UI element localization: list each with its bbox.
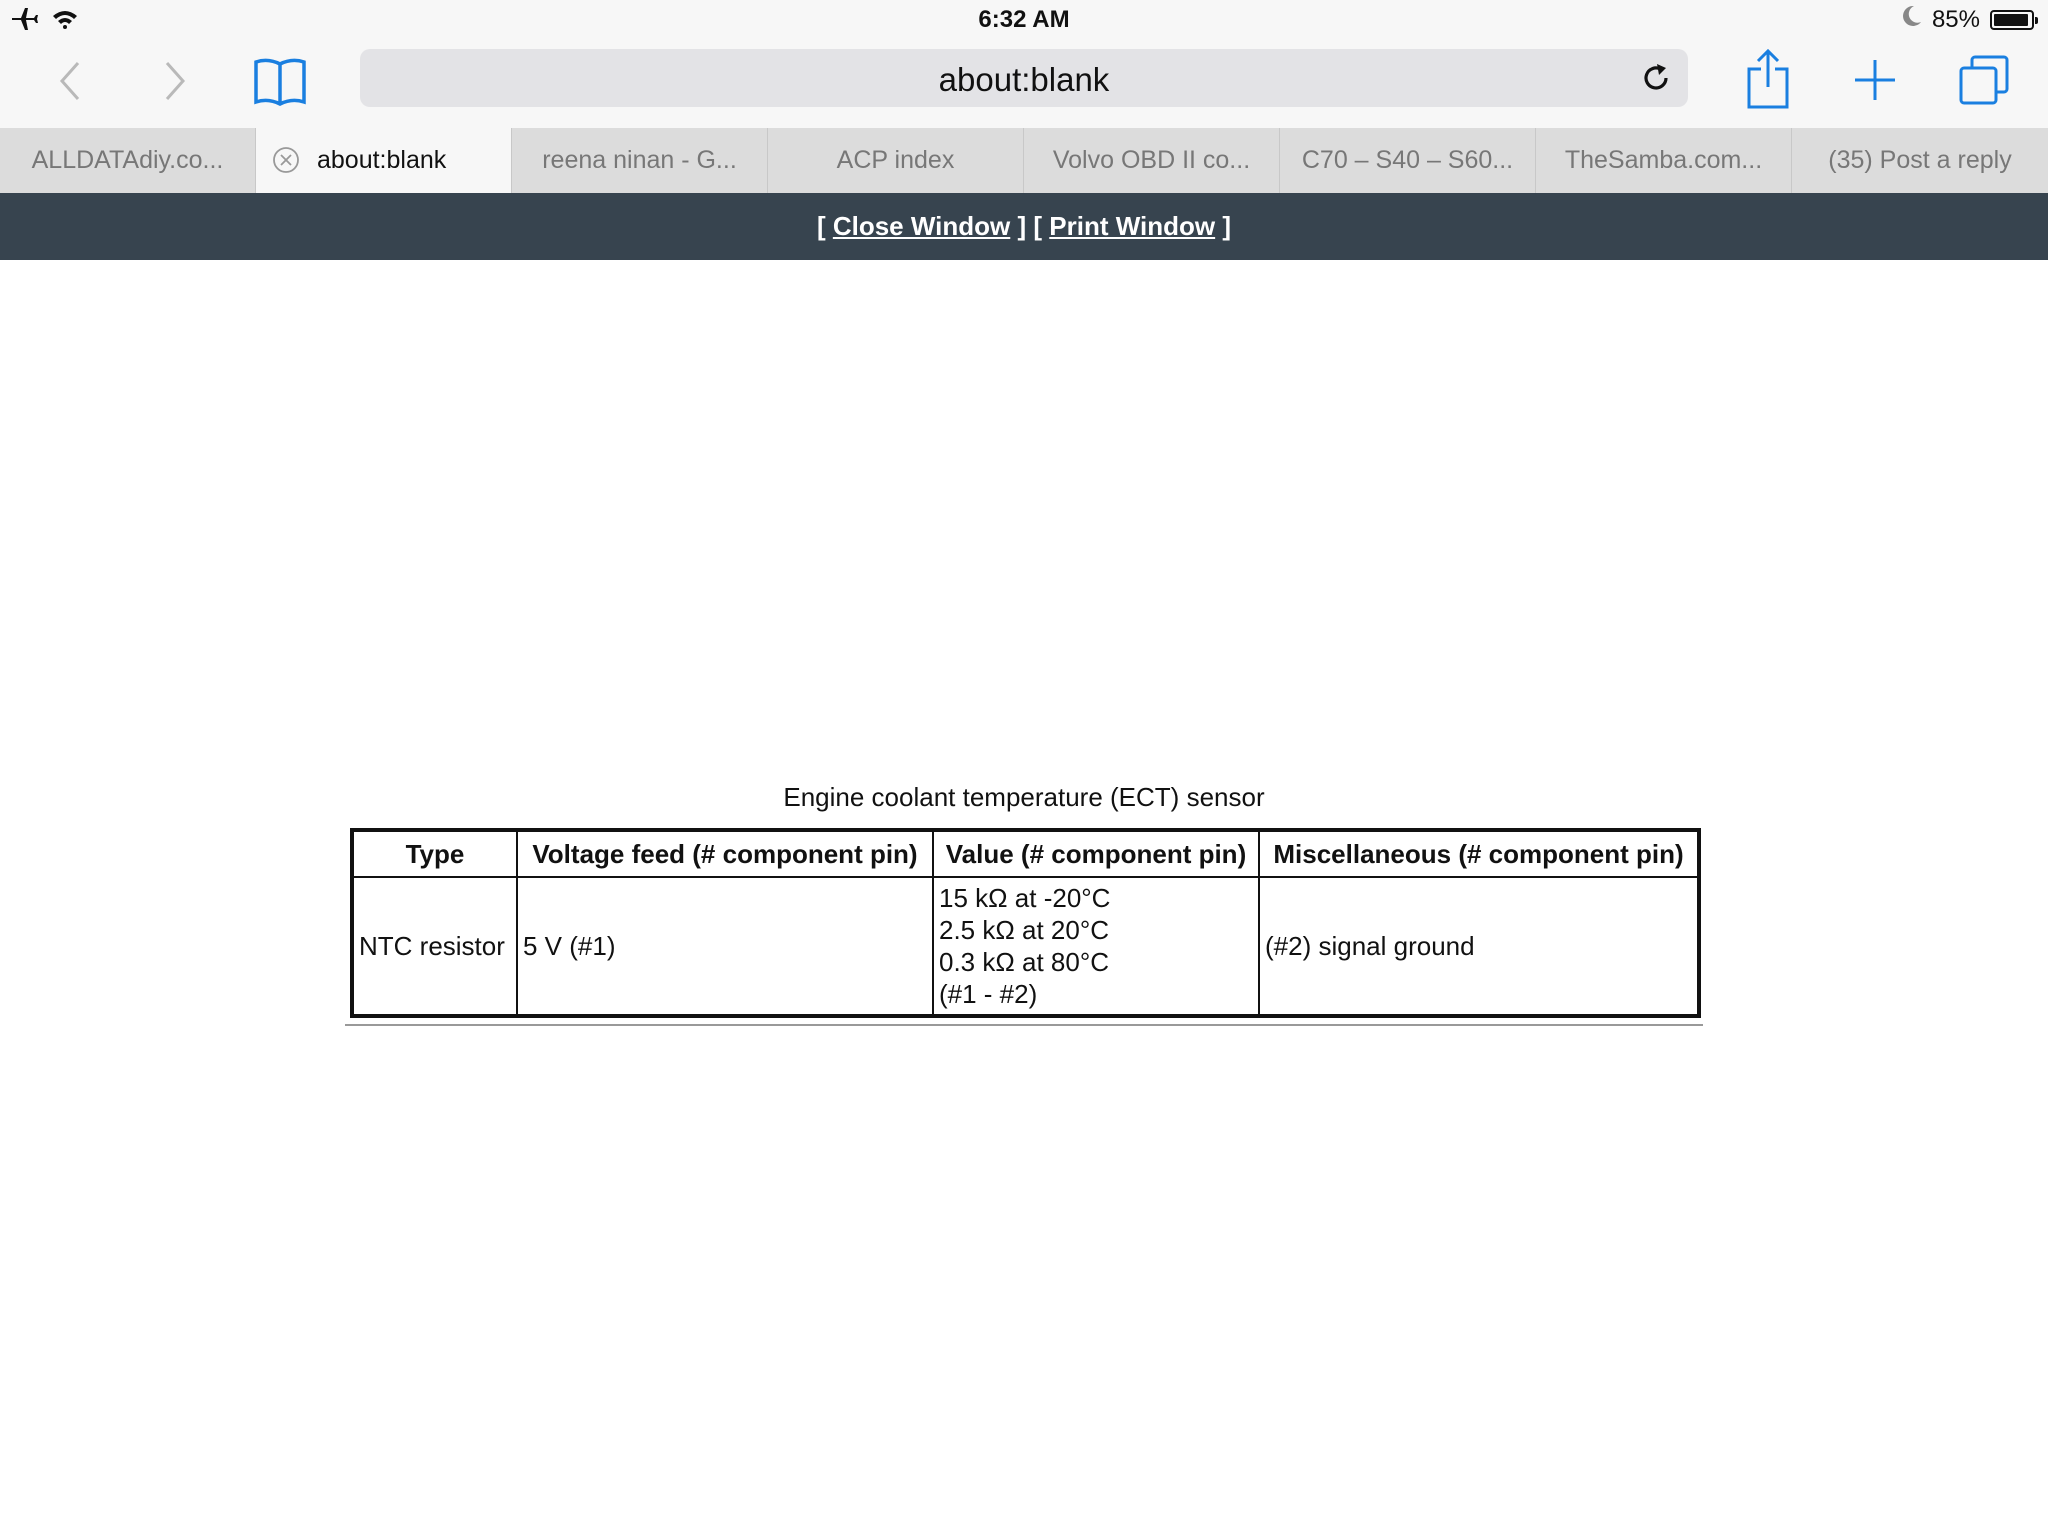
tab-post-a-reply[interactable] [1792, 128, 2048, 193]
value-line: 15 kΩ at -20°C [939, 883, 1111, 913]
tab-thesamba[interactable] [1536, 128, 1792, 193]
tab-c70-s40-s60[interactable] [1280, 128, 1536, 193]
share-icon[interactable] [1740, 46, 1796, 112]
new-tab-icon[interactable] [1850, 52, 1900, 108]
tab-label: C70 – S40 – S60... [1301, 146, 1514, 174]
bracket-text: [ [816, 211, 833, 241]
moon-icon [1902, 5, 1922, 34]
value-line: 0.3 kΩ at 80°C [939, 947, 1110, 977]
header-type: Type [352, 830, 517, 877]
bookmarks-icon[interactable] [250, 54, 310, 110]
cell-value [933, 877, 1259, 1016]
back-icon[interactable] [50, 56, 90, 106]
bracket-text: ] [1215, 211, 1232, 241]
print-window-link[interactable]: Print Window [1049, 211, 1216, 241]
header-voltage-feed: Voltage feed (# component pin) [517, 830, 933, 877]
value-line: (#1 - #2) [939, 979, 1038, 1009]
tab-volvo-obd[interactable] [1024, 128, 1280, 193]
tab-bar [0, 128, 2048, 193]
address-bar[interactable] [360, 49, 1688, 107]
cell-type: NTC resistor [352, 877, 517, 1016]
browser-toolbar [0, 40, 2048, 128]
window-actions-bar [0, 193, 2048, 260]
forward-icon[interactable] [155, 56, 195, 106]
battery-icon [1990, 10, 2034, 30]
battery-percent: 85% [1931, 5, 1980, 33]
tab-about-blank[interactable] [256, 128, 512, 193]
bracket-text: ] [ [1010, 211, 1050, 241]
table-caption: Engine coolant temperature (ECT) sensor [783, 782, 1265, 812]
value-line: 2.5 kΩ at 20°C [939, 915, 1110, 945]
tab-reena-ninan[interactable] [512, 128, 768, 193]
tabs-icon[interactable] [1956, 52, 2012, 108]
address-text: about:blank [938, 61, 1110, 98]
cell-misc: (#2) signal ground [1259, 877, 1699, 1016]
status-time: 6:32 AM [978, 6, 1070, 33]
divider [345, 1024, 1703, 1026]
page-content [0, 260, 2048, 1536]
tab-label: (35) Post a reply [1828, 146, 2012, 174]
cell-voltage-feed: 5 V (#1) [517, 877, 933, 1016]
tab-label: reena ninan - G... [542, 146, 737, 174]
header-value: Value (# component pin) [933, 830, 1259, 877]
tab-close-icon[interactable] [272, 146, 300, 174]
tab-alldatadiy[interactable] [0, 128, 256, 193]
table-row [352, 877, 1699, 1016]
tab-label: Volvo OBD II co... [1052, 146, 1251, 174]
battery-fill [1994, 14, 2028, 26]
tab-label: ACP index [836, 146, 955, 174]
battery-cap [2035, 17, 2038, 24]
status-right [1902, 5, 2034, 34]
status-bar [0, 0, 2048, 40]
table-header-row [352, 830, 1699, 877]
reload-icon[interactable] [1640, 62, 1672, 99]
header-misc: Miscellaneous (# component pin) [1259, 830, 1699, 877]
tab-label: TheSamba.com... [1564, 146, 1763, 174]
spec-table [350, 828, 1701, 1018]
tab-label: about:blank [317, 146, 447, 174]
tab-label: ALLDATAdiy.co... [31, 146, 224, 174]
tab-acp-index[interactable] [768, 128, 1024, 193]
close-window-link[interactable]: Close Window [832, 211, 1011, 241]
